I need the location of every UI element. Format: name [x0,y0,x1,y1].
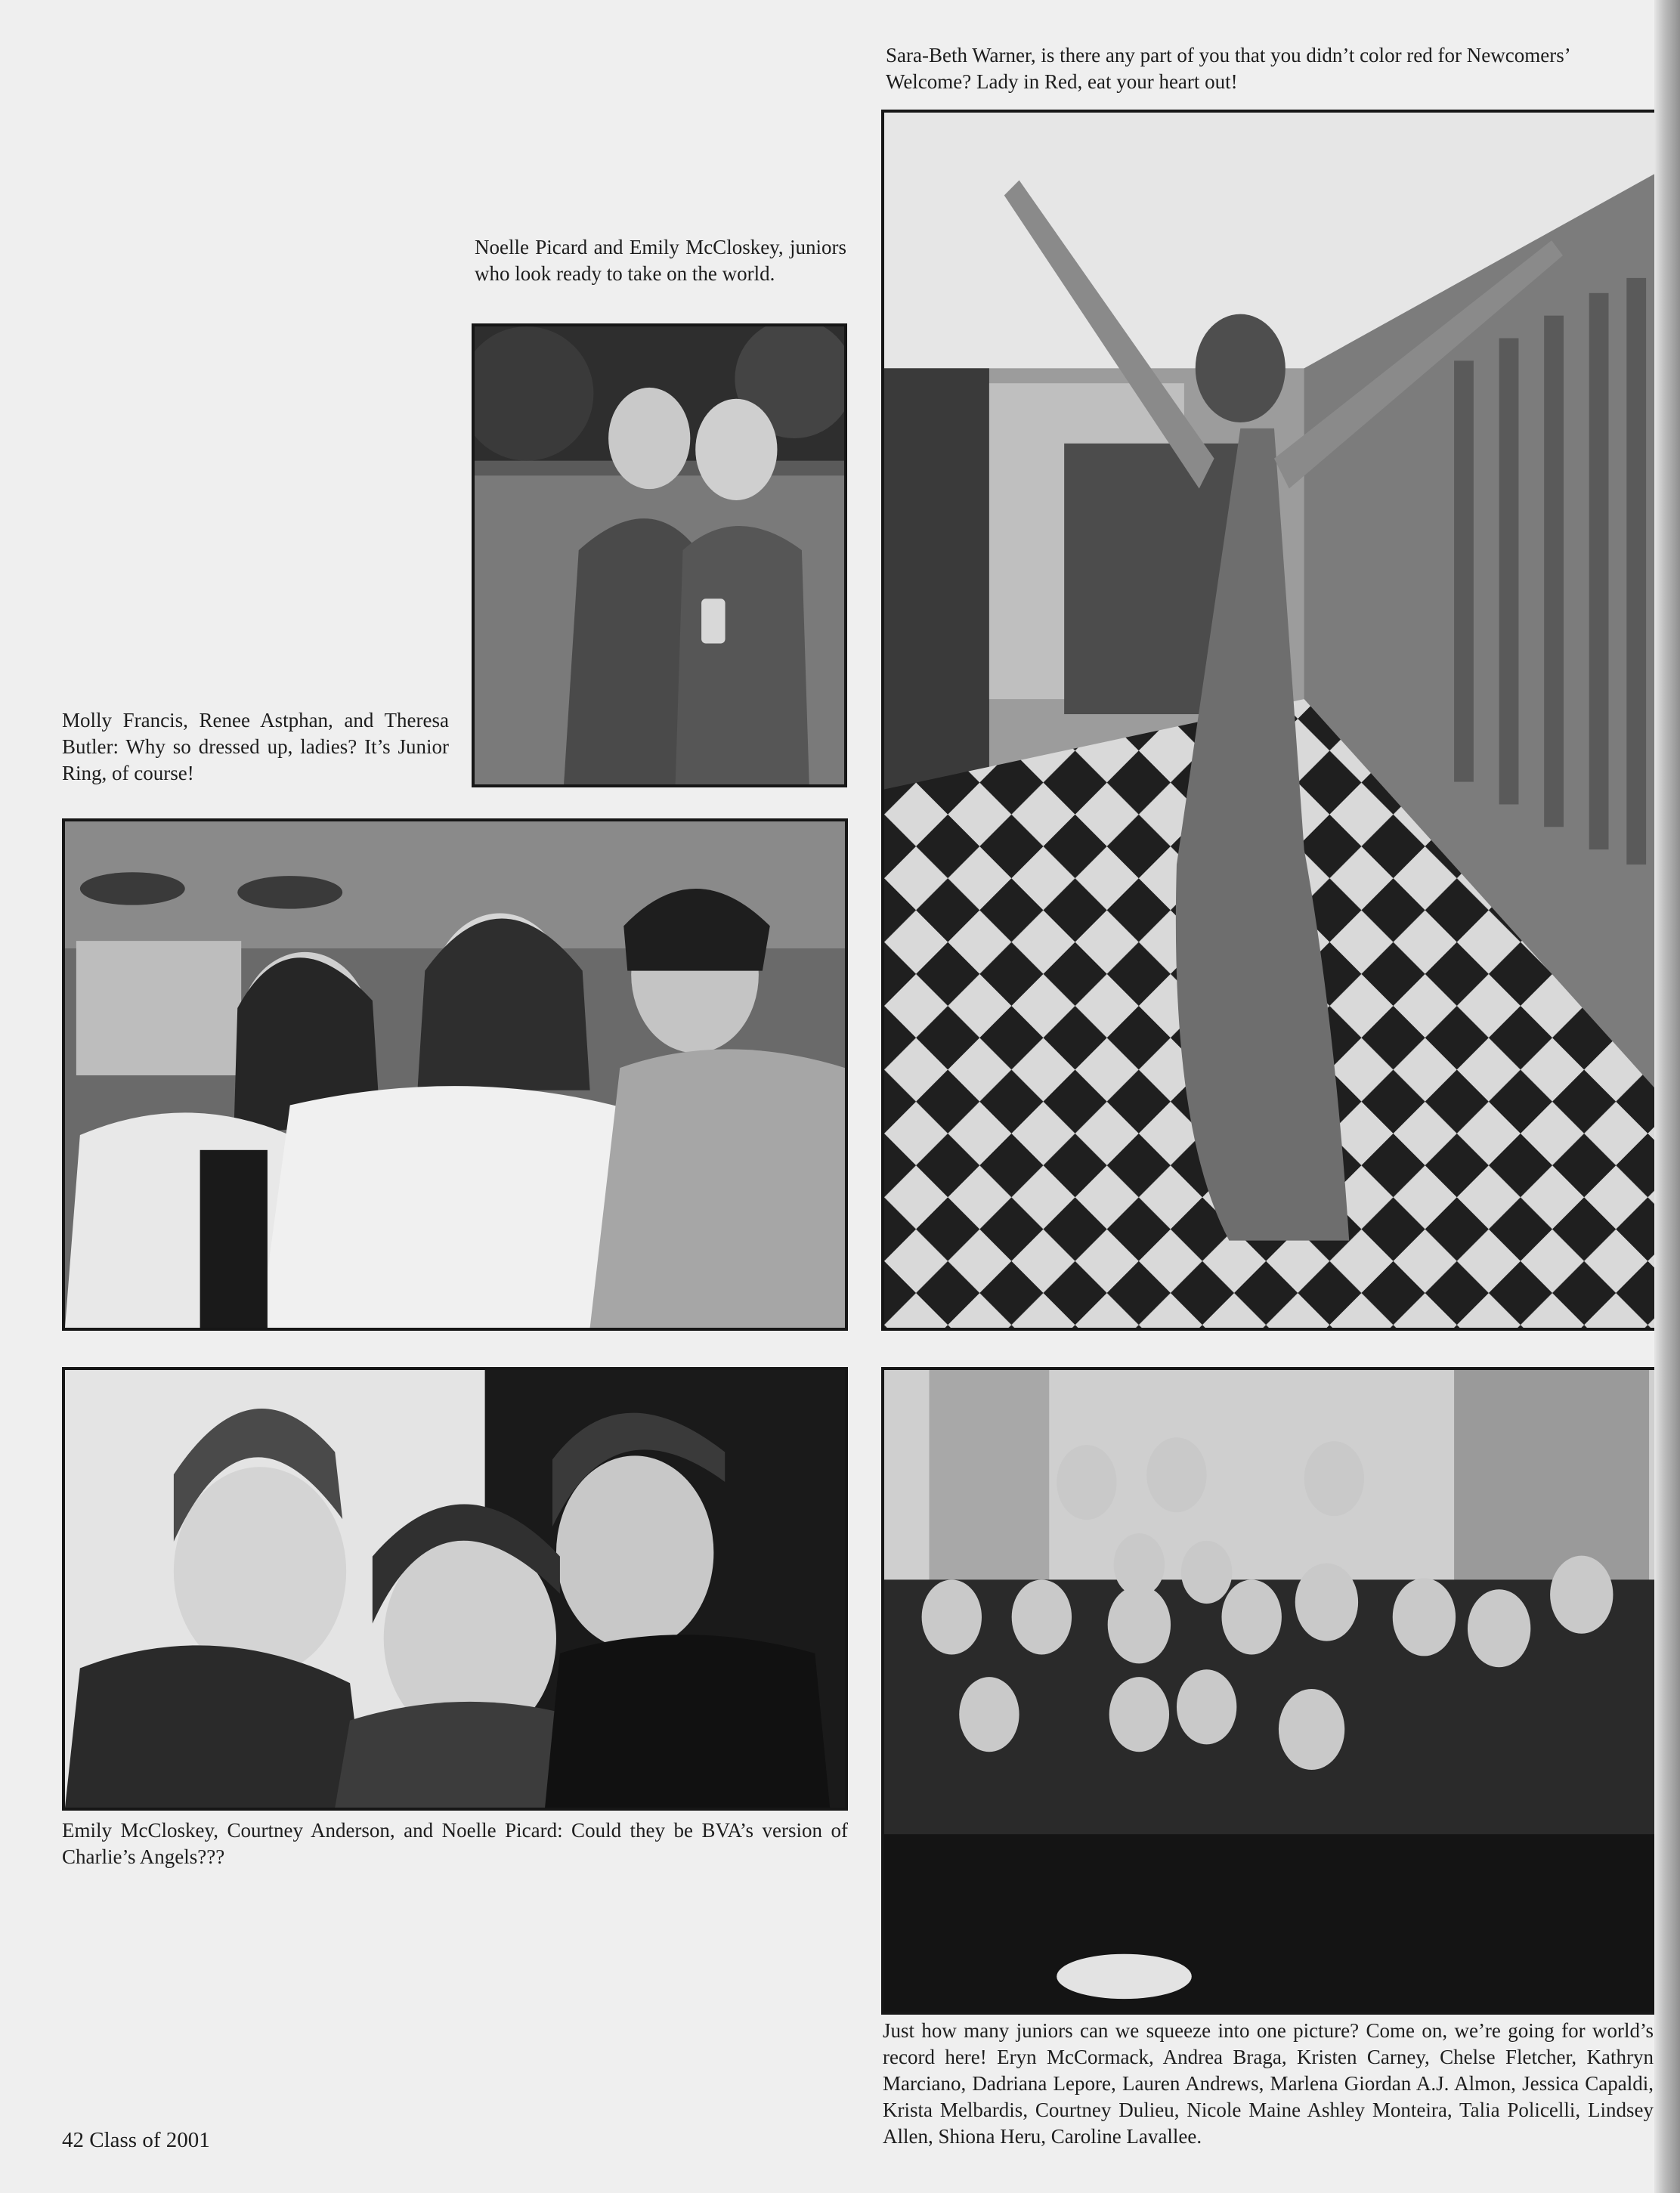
caption-junior-ring: Molly Francis, Renee Astphan, and Theresa Butler: Why so dressed up, ladies? It’s Junior Ring, of course! [62,709,449,784]
page-binding-edge [1654,0,1680,2193]
photo-charlies-angels [62,1367,848,1811]
caption-noelle-emily: Noelle Picard and Emily McCloskey, juniors who look ready to take on the world. [475,236,846,285]
caption-charlies-angels: Emily McCloskey, Courtney Anderson, and Noelle Picard: Could they be BVA’s version of Charlie’s Angels??? [62,1819,848,1868]
page-folio: 42 Class of 2001 [62,2128,210,2152]
photo-sara-beth-hallway [881,110,1660,1331]
caption-sara-beth-warner: Sara-Beth Warner, is there any part of you that you didn’t color red for Newcomers’ Welcome? Lady in Red, eat your heart out! [886,44,1570,93]
photo-junior-group [881,1367,1660,2015]
photo-junior-ring [62,818,848,1331]
caption-junior-group: Just how many juniors can we squeeze into one picture? Come on, we’re going for world’s record here! Eryn McCormack, Andrea Braga, Kristen Carney, Chelse Fletcher, Kathryn Marciano, Dadriana Lepore, Lauren Andrews, Marlena Giordan A.J. Almon, Jessica Capaldi, Krista Melbardis, Courtney Dulieu, Nicole Maine Ashley Monteira, Talia Policelli, Lindsey Allen, Shiona Heru, Caroline Lavallee. [883,2019,1654,2148]
photo-noelle-emily [472,323,847,787]
